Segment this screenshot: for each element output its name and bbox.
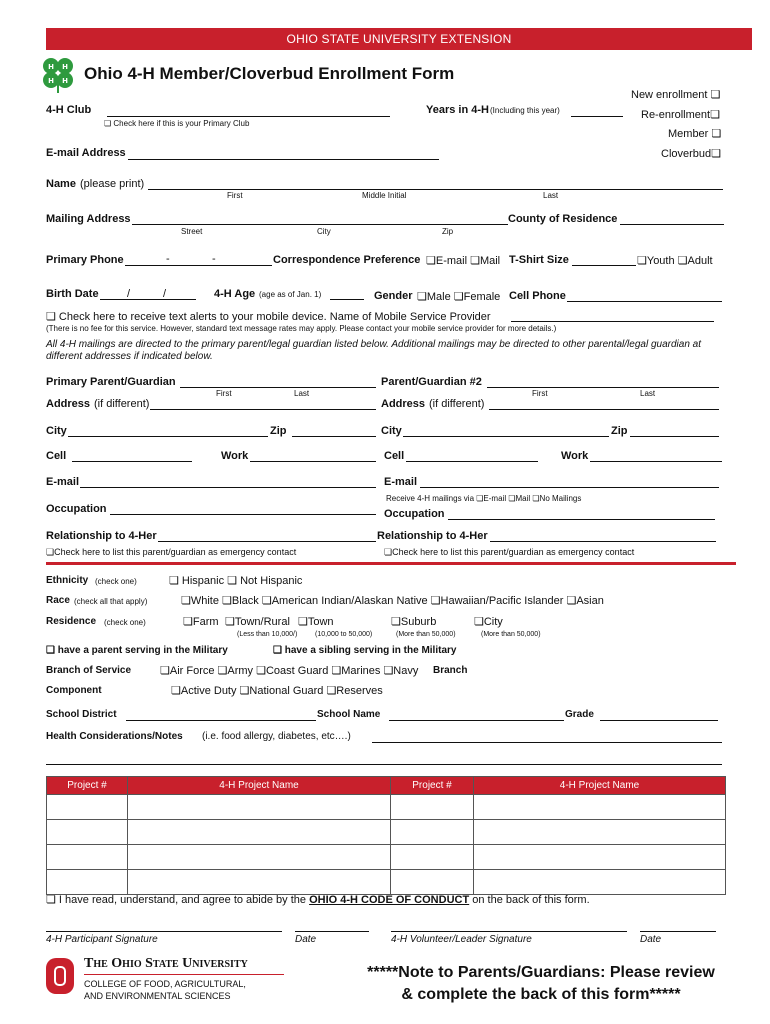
guardian1-cell-label: Cell [46,450,67,462]
code-of-conduct-agreement[interactable] [46,893,590,906]
guardian2-cell-label: Cell [384,450,405,462]
cloverbud-checkbox[interactable]: Cloverbud❏ [661,148,722,160]
guardian1-address-label: Address [46,398,91,410]
city-caption: City [317,227,331,236]
guardian1-email-field[interactable] [80,487,376,488]
table-cell[interactable] [391,795,474,820]
residence-note: (check one) [104,618,146,627]
years-note: (Including this year) [490,106,560,115]
county-field[interactable] [620,224,724,225]
guardian2-city-label: City [381,425,402,437]
club-label: 4-H Club [46,104,92,116]
osu-wordmark: The Ohio State University [84,956,248,971]
name-first-caption: First [227,191,243,200]
tshirt-field[interactable] [572,265,636,266]
table-cell[interactable] [391,845,474,870]
svg-text:H: H [48,63,54,71]
guardian2-zip-field[interactable] [630,436,719,437]
guardian1-email-label: E-mail [46,476,80,488]
project-name-header-2: 4-H Project Name [474,777,726,795]
birth-field[interactable] [100,299,196,300]
rural-caption: (Less than 10,000/) [237,631,298,638]
phone-dash-2: - [212,253,216,265]
project-number-header: Project # [47,777,128,795]
college-line-1: COLLEGE OF FOOD, AGRICULTURAL, [84,979,246,989]
guardian2-zip-label: Zip [611,425,628,437]
parents-note [336,962,746,1006]
grade-label: Grade [565,709,594,720]
guardian2-emergency-checkbox[interactable]: ❏Check here to list this parent/guardian as emergency contact [384,547,635,557]
table-cell[interactable] [47,795,128,820]
guardian2-last-caption: Last [640,389,656,398]
health-field[interactable] [372,742,722,743]
leader-signature-caption: 4-H Volunteer/Leader Signature [391,934,532,945]
table-cell[interactable] [128,795,391,820]
ethnicity-label: Ethnicity [46,575,89,586]
component-options[interactable]: ❏Active Duty ❏National Guard ❏Reserves [171,685,383,697]
table-cell[interactable] [391,820,474,845]
ethnicity-note: (check one) [95,577,137,586]
guardian1-address-field[interactable] [150,409,376,410]
sibling-military-checkbox[interactable]: ❏ have a sibling serving in the Military [273,645,457,656]
table-row [47,820,726,845]
branch-label-2: Branch [433,665,468,676]
race-options[interactable]: ❏White ❏Black ❏American Indian/Alaskan Native ❏Hawaiian/Pacific Islander ❏Asian [181,595,604,607]
guardian1-work-field[interactable] [250,461,376,462]
leader-date-field[interactable] [640,931,716,932]
guardian1-zip-field[interactable] [292,436,376,437]
guardian1-relationship-label: Relationship to 4-Her [46,530,157,542]
re-enrollment-checkbox[interactable]: Re-enrollment❏ [641,109,720,121]
branch-label: Branch of Service [46,665,132,676]
age-field[interactable] [330,299,364,300]
residence-city[interactable]: ❏City [474,616,503,628]
participant-date-caption: Date [295,934,317,945]
guardian1-occupation-label: Occupation [46,503,107,515]
street-caption: Street [181,227,203,236]
school-district-label: School District [46,709,117,720]
guardian2-occupation-field[interactable] [448,519,715,520]
form-title: Ohio 4-H Member/Cloverbud Enrollment Form [84,64,455,83]
birth-slash-2: / [163,288,167,300]
guardian2-email-label: E-mail [384,476,418,488]
table-cell[interactable] [474,845,726,870]
table-cell[interactable] [128,845,391,870]
guardian2-address-field[interactable] [489,409,719,410]
extension-banner: OHIO STATE UNIVERSITY EXTENSION [46,28,752,50]
guardian1-work-label: Work [221,450,249,462]
guardian2-city-field[interactable] [403,436,609,437]
table-cell[interactable] [128,820,391,845]
name-field[interactable] [148,189,723,190]
participant-signature-caption: 4-H Participant Signature [46,934,158,945]
guardian1-cell-field[interactable] [72,461,192,462]
ethnicity-options[interactable]: ❏ Hispanic ❏ Not Hispanic [169,575,303,587]
guardian1-city-field[interactable] [68,436,268,437]
mobile-provider-field[interactable] [511,321,714,322]
school-name-label: School Name [317,709,381,720]
text-alert-checkbox[interactable]: ❏ Check here to receive text alerts to your mobile device. Name of Mobile Service Provider [46,311,491,323]
phone-field[interactable] [125,265,272,266]
guardian1-last-caption: Last [294,389,310,398]
table-row [47,845,726,870]
residence-rural[interactable]: ❏Town/Rural [225,616,290,628]
parents-note-line-1: *****Note to Parents/Guardians: Please review [367,964,715,981]
table-cell[interactable] [47,820,128,845]
guardian1-address-note: (if different) [94,398,150,410]
guardian1-name-field[interactable] [180,387,376,388]
osu-block-o-icon [44,956,76,996]
leader-signature-field[interactable] [391,931,627,932]
health-note: (i.e. food allergy, diabetes, etc….) [202,731,351,742]
guardian2-relationship-field[interactable] [490,541,716,542]
school-district-field[interactable] [126,720,316,721]
fee-note: (There is no fee for this service. However, standard text message rates may apply. Please contact your mobile service provider for more details.) [46,324,557,333]
guardian2-mailings-options[interactable]: Receive 4-H mailings via ❏E-mail ❏Mail ❏No Mailings [386,494,582,503]
leader-date-caption: Date [640,934,662,945]
parents-note-line-2: & complete the back of this form***** [401,986,681,1003]
table-cell[interactable] [474,870,726,895]
guardian2-address-label: Address [381,398,426,410]
zip-caption: Zip [442,227,454,236]
branch-options[interactable]: ❏Air Force ❏Army ❏Coast Guard ❏Marines ❏Navy [160,665,419,677]
guardian2-address-note: (if different) [429,398,485,410]
county-label: County of Residence [508,213,618,225]
guardian2-occupation-label: Occupation [384,508,445,520]
project-name-header: 4-H Project Name [128,777,391,795]
component-label: Component [46,685,102,696]
table-cell[interactable] [128,870,391,895]
suburb-caption: (More than 50,000) [396,631,456,638]
guardian2-work-label: Work [561,450,589,462]
project-number-header-2: Project # [391,777,474,795]
guardian2-first-caption: First [532,389,548,398]
age-note: (age as of Jan. 1) [259,290,322,299]
gender-label: Gender [374,290,413,302]
new-enrollment-checkbox[interactable]: New enrollment ❏ [631,89,721,101]
residence-suburb[interactable]: ❏Suburb [391,616,437,628]
guardian1-zip-label: Zip [270,425,287,437]
guardian2-label: Parent/Guardian #2 [381,376,482,388]
mailing-label: Mailing Address [46,213,131,225]
town-caption: (10,000 to 50,000) [315,631,373,638]
guardian1-relationship-field[interactable] [158,541,376,542]
school-name-field[interactable] [389,720,564,721]
svg-text:H: H [62,77,68,85]
guardian2-relationship-label: Relationship to 4-Her [377,530,488,542]
guardian1-emergency-checkbox[interactable]: ❏Check here to list this parent/guardian as emergency contact [46,547,297,557]
name-middle-caption: Middle Initial [362,191,407,200]
agreement-text: ❏ I have read, understand, and agree to abide by the [46,894,306,906]
table-row [47,795,726,820]
correspondence-label: Correspondence Preference [273,254,421,266]
name-label: Name [46,178,76,190]
residence-label: Residence [46,616,97,627]
primary-club-checkbox[interactable]: ❏ Check here if this is your Primary Club [104,119,250,128]
guardian2-name-field[interactable] [487,387,719,388]
residence-town[interactable]: ❏Town [298,616,334,628]
phone-dash-1: - [166,253,170,265]
table-cell[interactable] [47,870,128,895]
race-label: Race [46,595,70,606]
agreement-text-end: on the back of this form. [472,894,590,906]
email-field[interactable] [128,159,439,160]
gender-options[interactable]: ❏Male ❏Female [417,291,501,303]
age-label: 4-H Age [214,288,256,300]
phone-label: Primary Phone [46,254,124,266]
participant-signature-field[interactable] [46,931,282,932]
guardian1-occupation-field[interactable] [110,514,376,515]
email-label: E-mail Address [46,147,126,159]
table-cell[interactable] [474,820,726,845]
table-cell[interactable] [47,845,128,870]
guardian1-label: Primary Parent/Guardian [46,376,176,388]
grade-field[interactable] [600,720,718,721]
guardian2-email-field[interactable] [420,487,719,488]
cell-phone-field[interactable] [567,301,722,302]
health-field-line-2[interactable] [46,764,722,765]
years-label: Years in 4-H [426,104,489,116]
birth-slash-1: / [127,288,131,300]
residence-farm[interactable]: ❏Farm [183,616,219,628]
name-note: (please print) [80,178,145,190]
table-cell[interactable] [474,795,726,820]
table-row [47,870,726,895]
guardian1-first-caption: First [216,389,232,398]
health-label: Health Considerations/Notes [46,731,183,742]
parent-military-checkbox[interactable]: ❏ have a parent serving in the Military [46,645,228,656]
guardian2-cell-field[interactable] [406,461,538,462]
correspondence-options[interactable]: ❏E-mail ❏Mail [426,255,501,267]
table-cell[interactable] [391,870,474,895]
mailing-field[interactable] [132,224,508,225]
years-field[interactable] [571,116,623,117]
svg-text:H: H [62,63,68,71]
cell-phone-label: Cell Phone [509,290,566,302]
birth-label: Birth Date [46,288,99,300]
code-of-conduct-link[interactable]: OHIO 4-H CODE OF CONDUCT [309,894,470,906]
member-checkbox[interactable]: Member ❏ [668,128,722,140]
project-table [46,776,726,895]
club-field[interactable] [107,116,390,117]
svg-text:H: H [48,77,54,85]
mailing-note: All 4-H mailings are directed to the primary parent/legal guardian listed below. Additional mailings may be directed to other parental/legal guardian at different addresses if indicated below. [46,339,701,362]
clover-logo-icon [40,56,76,94]
name-last-caption: Last [543,191,559,200]
college-line-2: AND ENVIRONMENTAL SCIENCES [84,991,231,1001]
osu-divider [84,974,284,975]
guardian1-city-label: City [46,425,67,437]
participant-date-field[interactable] [295,931,369,932]
race-note: (check all that apply) [74,597,148,606]
guardian2-work-field[interactable] [590,461,722,462]
tshirt-label: T-Shirt Size [509,254,569,266]
section-divider [46,562,736,565]
city-caption: (More than 50,000) [481,631,541,638]
tshirt-options[interactable]: ❏Youth ❏Adult [637,255,713,267]
